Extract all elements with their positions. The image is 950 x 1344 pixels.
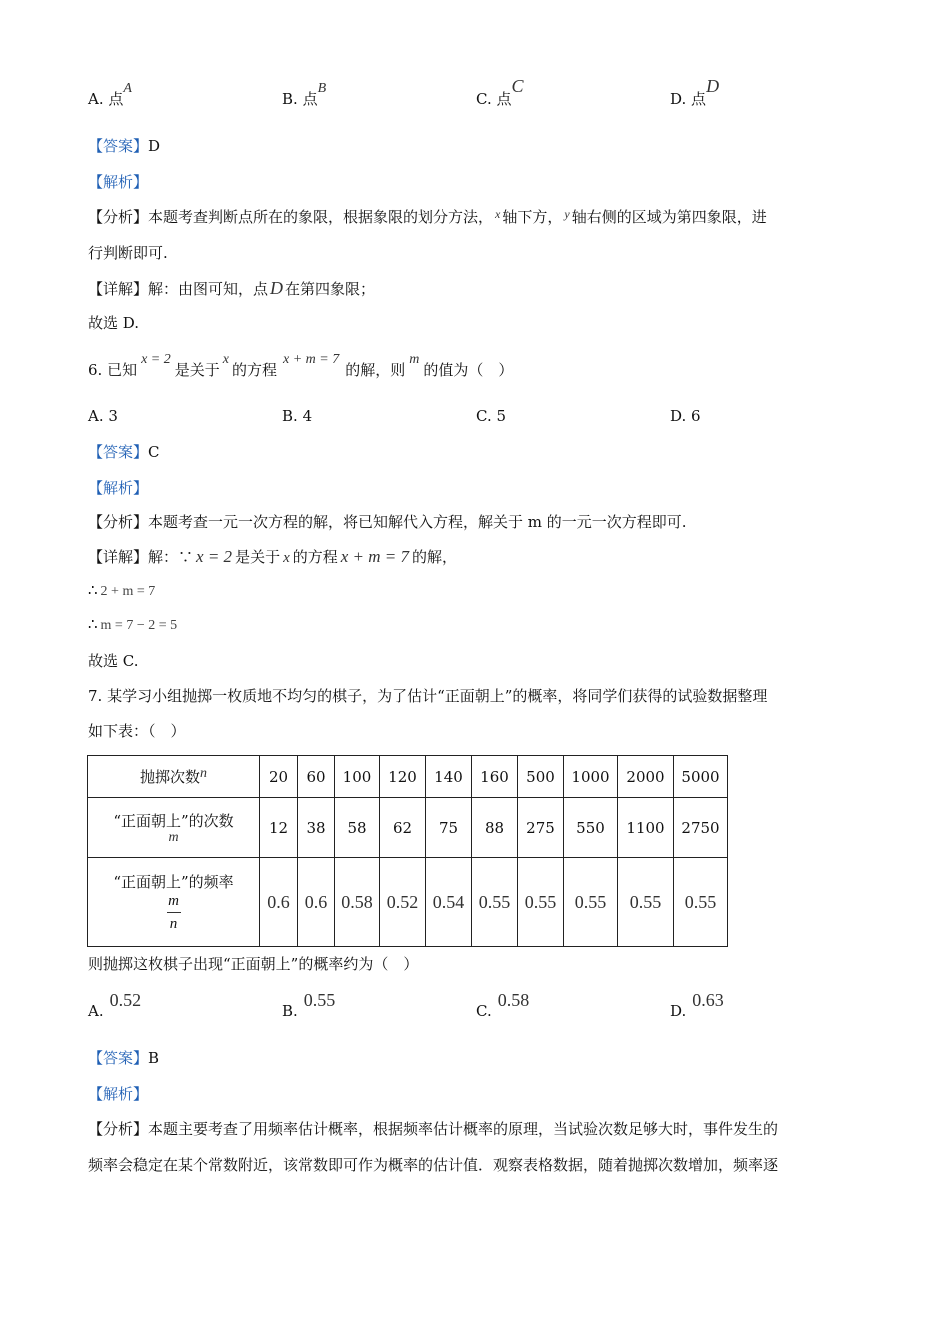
therefore-symbol: ∴ bbox=[88, 615, 98, 633]
q6-option-d bbox=[670, 407, 701, 425]
option-label: A. bbox=[88, 407, 104, 425]
table-cell: 0.55 bbox=[564, 858, 618, 947]
q7-stem-line1: 7. 某学习小组抛掷一枚质地不均匀的棋子，为了估计“正面朝上”的概率，将同学们获得的试验数据整理 bbox=[88, 687, 768, 705]
therefore-symbol: ∴ bbox=[88, 581, 98, 599]
fenxi-text: 本题考查判断点所在的象限，根据象限的划分方法， bbox=[148, 208, 494, 226]
q7-fenxi-line2: 频率会稳定在某个常数附近，该常数即可作为概率的估计值．观察表格数据，随着抛掷次数增加，频率逐 bbox=[88, 1156, 779, 1174]
option-math: C bbox=[511, 76, 524, 96]
table-cell: 0.55 bbox=[472, 858, 518, 947]
answer-value: C bbox=[148, 443, 160, 461]
q6-step2 bbox=[88, 613, 177, 637]
q7-question: 则抛掷这枚棋子出现“正面朝上”的概率约为（ ） bbox=[88, 955, 419, 973]
option-text: 点 bbox=[496, 90, 512, 108]
math-expr: x bbox=[283, 550, 290, 566]
q5-xiangjie bbox=[88, 277, 375, 300]
math-y: y bbox=[564, 207, 570, 221]
option-label: D. bbox=[670, 1002, 687, 1020]
math-expr: m bbox=[409, 352, 420, 367]
option-value: 0.58 bbox=[497, 990, 530, 1010]
xiangjie-text: 解：由图可知，点 bbox=[148, 280, 269, 298]
answer-value: B bbox=[148, 1049, 160, 1067]
xiangjie-text: 在第四象限； bbox=[285, 280, 376, 298]
table-cell: 60 bbox=[298, 756, 335, 798]
math-expr: m = 7 − 2 = 5 bbox=[100, 618, 178, 633]
table-cell: 0.54 bbox=[426, 858, 472, 947]
table-cell: 62 bbox=[380, 798, 426, 858]
q6-fenxi bbox=[88, 511, 687, 533]
xiangjie-text: 的解， bbox=[412, 548, 458, 566]
math-expr: x + m = 7 bbox=[340, 547, 410, 566]
math-var: m bbox=[168, 830, 179, 845]
table-cell: 1000 bbox=[564, 756, 618, 798]
math-expr: x = 2 bbox=[196, 547, 233, 566]
option-label: D. bbox=[670, 407, 687, 425]
xiangjie-text: 是关于 bbox=[235, 548, 281, 566]
frequency-table bbox=[87, 755, 728, 947]
q7-option-c bbox=[476, 990, 530, 1021]
q7-answer bbox=[88, 1047, 159, 1069]
table-row bbox=[88, 798, 728, 858]
option-value: 0.63 bbox=[692, 990, 724, 1010]
q6-option-c bbox=[476, 407, 506, 425]
option-label: C. bbox=[476, 407, 492, 425]
fenxi-text: 轴右侧的区域为第四象限，进 bbox=[571, 208, 767, 226]
table-cell: 2000 bbox=[618, 756, 674, 798]
q5-answer bbox=[88, 135, 160, 157]
row-header bbox=[88, 798, 260, 858]
option-label: B. bbox=[282, 90, 298, 108]
math-expr: x bbox=[222, 352, 229, 367]
math-d: D bbox=[270, 278, 284, 298]
q6-xiangjie bbox=[88, 546, 457, 569]
row-header bbox=[88, 756, 260, 798]
table-cell: 140 bbox=[426, 756, 472, 798]
table-cell: 0.6 bbox=[260, 858, 298, 947]
q5-conclusion: 故选 D. bbox=[88, 314, 140, 332]
table-cell: 5000 bbox=[674, 756, 728, 798]
table-cell: 2750 bbox=[674, 798, 728, 858]
option-label: B. bbox=[282, 407, 298, 425]
table-cell: 20 bbox=[260, 756, 298, 798]
table-cell: 0.55 bbox=[618, 858, 674, 947]
q5-option-d bbox=[670, 76, 720, 109]
fenxi-tag: 【分析】 bbox=[88, 513, 149, 531]
q5-option-a bbox=[88, 81, 132, 109]
option-value: 5 bbox=[496, 407, 507, 425]
fraction-numerator: m bbox=[168, 893, 179, 909]
table-row bbox=[88, 858, 728, 947]
option-label: A. bbox=[88, 90, 104, 108]
q5-option-b bbox=[282, 81, 327, 109]
table-cell: 1100 bbox=[618, 798, 674, 858]
q7-option-d bbox=[670, 990, 724, 1021]
header-text: “正面朝上”的次数 bbox=[113, 812, 234, 830]
fenxi-text: 轴下方， bbox=[502, 208, 563, 226]
option-math: B bbox=[317, 81, 327, 96]
option-label: C. bbox=[476, 1002, 492, 1020]
q7-option-b bbox=[282, 990, 336, 1021]
q6-option-b bbox=[282, 407, 312, 425]
option-label: C. bbox=[476, 90, 492, 108]
stem-text: 是关于 bbox=[174, 361, 220, 379]
option-text: 点 bbox=[108, 90, 124, 108]
answer-tag: 【答案】 bbox=[88, 137, 149, 155]
table-cell: 0.55 bbox=[518, 858, 564, 947]
answer-tag: 【答案】 bbox=[88, 1049, 149, 1067]
math-x: x bbox=[495, 207, 501, 221]
fraction-bar bbox=[167, 912, 181, 913]
fraction-m-over-n bbox=[167, 892, 181, 933]
math-expr: 2 + m = 7 bbox=[100, 584, 156, 599]
q6-step1 bbox=[88, 579, 155, 603]
table-cell: 0.6 bbox=[298, 858, 335, 947]
fraction-denominator: n bbox=[169, 916, 178, 932]
answer-value: D bbox=[148, 137, 161, 155]
table-cell: 160 bbox=[472, 756, 518, 798]
header-text: 抛掷次数 bbox=[139, 768, 200, 786]
option-math: A bbox=[123, 81, 132, 96]
q6-conclusion: 故选 C. bbox=[88, 652, 139, 670]
q7-option-a bbox=[88, 990, 142, 1021]
q5-fenxi-line1 bbox=[88, 206, 767, 229]
q6-stem bbox=[88, 352, 514, 383]
q5-analysis-tag: 【解析】 bbox=[88, 173, 149, 191]
option-text: 点 bbox=[302, 90, 318, 108]
table-cell: 0.52 bbox=[380, 858, 426, 947]
table-cell: 500 bbox=[518, 756, 564, 798]
stem-text: 6. 已知 bbox=[88, 361, 138, 379]
table-cell: 0.58 bbox=[335, 858, 380, 947]
table-cell: 550 bbox=[564, 798, 618, 858]
q6-analysis-tag: 【解析】 bbox=[88, 479, 149, 497]
stem-text: 的值为（ ） bbox=[423, 361, 514, 379]
math-var: n bbox=[200, 766, 207, 781]
table-cell: 100 bbox=[335, 756, 380, 798]
table-cell: 38 bbox=[298, 798, 335, 858]
q5-option-c bbox=[476, 76, 524, 109]
option-label: B. bbox=[282, 1002, 298, 1020]
fenxi-tag: 【分析】 bbox=[88, 1120, 149, 1138]
q7-analysis-tag: 【解析】 bbox=[88, 1085, 149, 1103]
row-header bbox=[88, 858, 260, 947]
table-cell: 88 bbox=[472, 798, 518, 858]
header-text: “正面朝上”的频率 bbox=[113, 873, 234, 891]
fenxi-text: 本题主要考查了用频率估计概率，根据频率估计概率的原理，当试验次数足够大时，事件发生的 bbox=[148, 1120, 779, 1138]
option-value: 3 bbox=[108, 407, 118, 425]
answer-tag: 【答案】 bbox=[88, 443, 149, 461]
q7-stem-line2: 如下表：（ ） bbox=[88, 722, 186, 740]
table-cell: 58 bbox=[335, 798, 380, 858]
table-cell: 75 bbox=[426, 798, 472, 858]
table-row bbox=[88, 756, 728, 798]
stem-text: 的方程 bbox=[232, 361, 278, 379]
stem-text: 的解，则 bbox=[345, 361, 406, 379]
table-cell: 0.55 bbox=[674, 858, 728, 947]
fenxi-tag: 【分析】 bbox=[88, 208, 149, 226]
xiangjie-text: 的方程 bbox=[292, 548, 338, 566]
option-value: 0.55 bbox=[303, 990, 336, 1010]
q5-fenxi-line2: 行判断即可. bbox=[88, 244, 168, 262]
option-math: D bbox=[706, 76, 720, 96]
table-cell: 275 bbox=[518, 798, 564, 858]
q6-answer bbox=[88, 441, 160, 463]
xiangjie-tag: 【详解】 bbox=[88, 280, 149, 298]
table-cell: 120 bbox=[380, 756, 426, 798]
xiangjie-text: 解：∵ bbox=[148, 548, 194, 566]
option-value: 4 bbox=[302, 407, 313, 425]
q6-option-a bbox=[88, 407, 118, 425]
option-label: D. bbox=[670, 90, 687, 108]
math-expr: x + m = 7 bbox=[283, 352, 340, 367]
option-value: 6 bbox=[691, 407, 701, 425]
option-value: 0.52 bbox=[109, 990, 142, 1010]
math-expr: x = 2 bbox=[141, 352, 171, 367]
xiangjie-tag: 【详解】 bbox=[88, 548, 149, 566]
option-text: 点 bbox=[691, 90, 707, 108]
option-label: A. bbox=[88, 1002, 104, 1020]
fenxi-text: 本题考查一元一次方程的解，将已知解代入方程，解关于 m 的一元一次方程即可. bbox=[148, 513, 687, 531]
q7-fenxi-line1 bbox=[88, 1118, 778, 1140]
table-cell: 12 bbox=[260, 798, 298, 858]
